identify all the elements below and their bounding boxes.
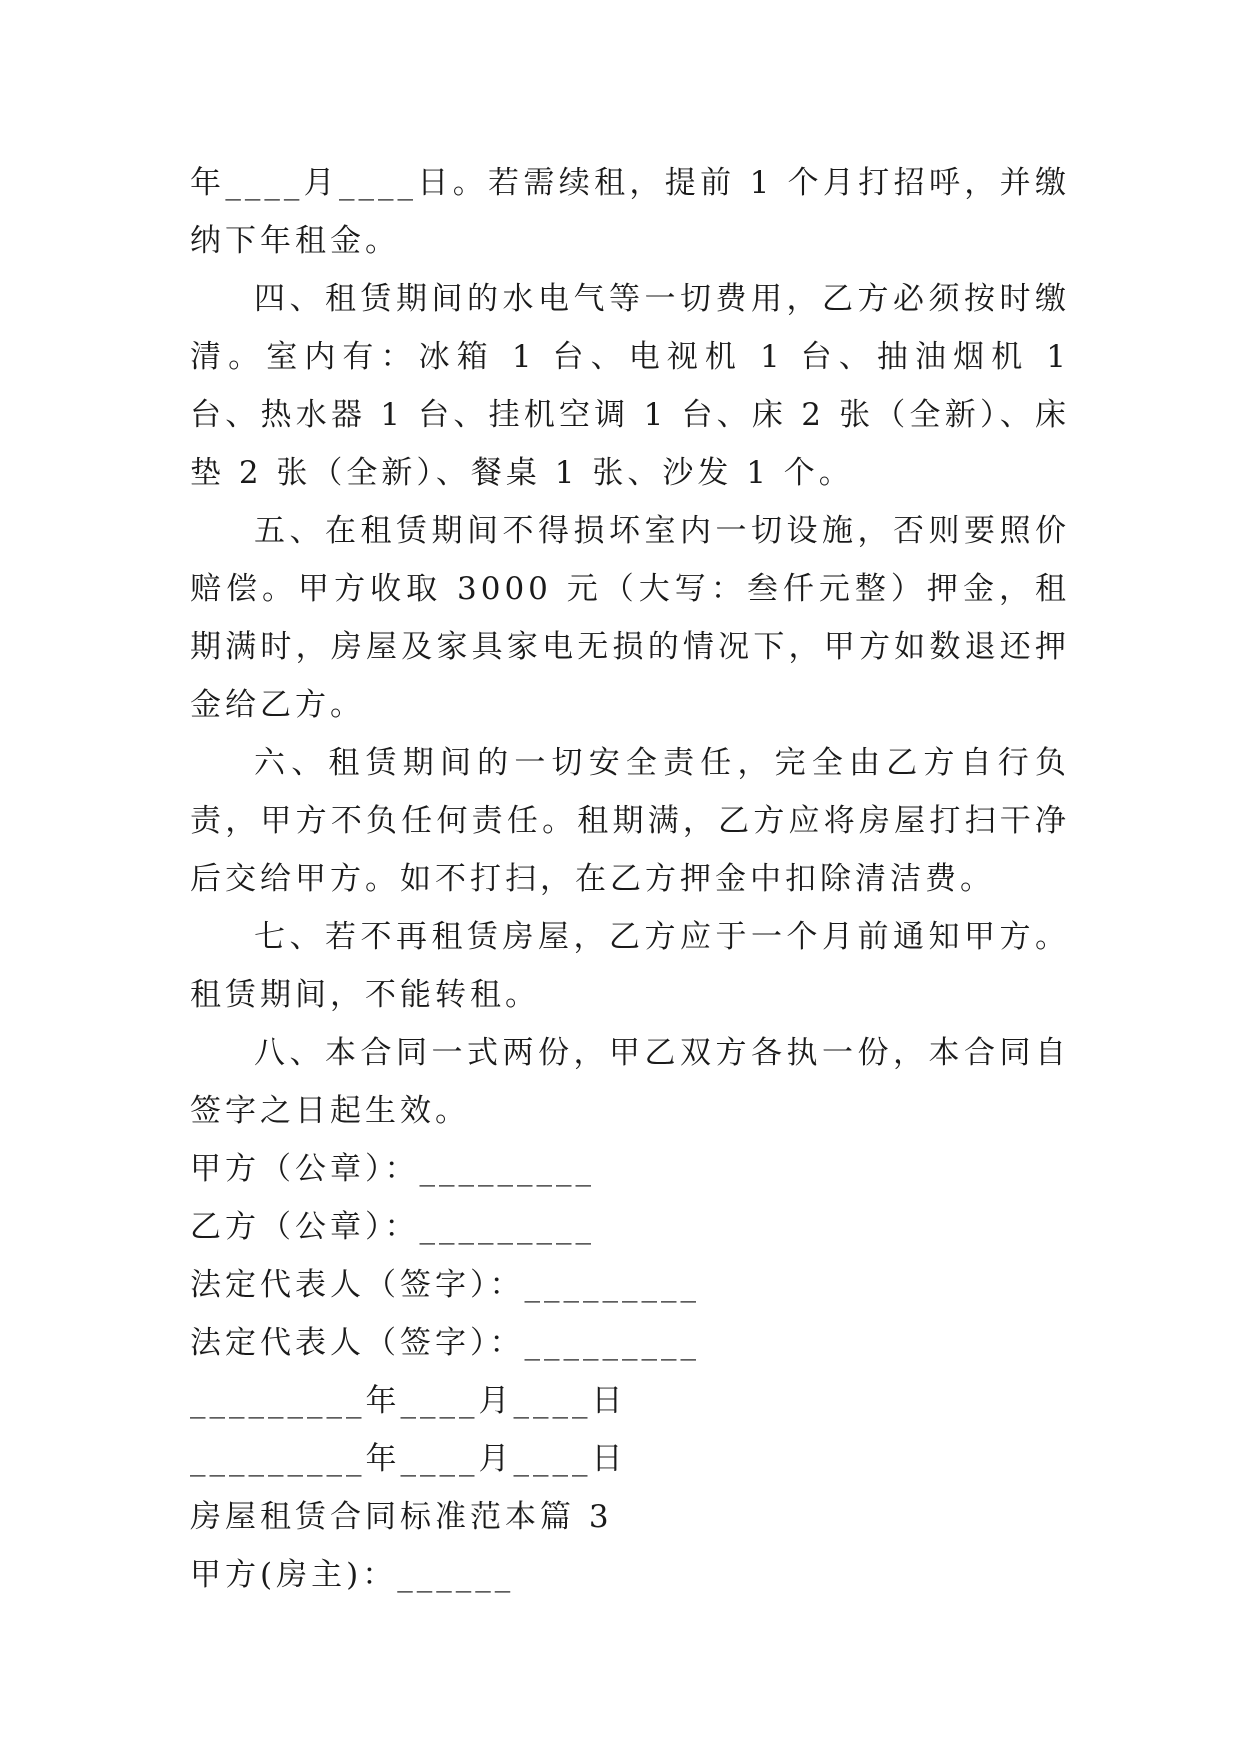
landlord-line: 甲方(房主)：______ xyxy=(190,1557,515,1593)
next-section-title: 房屋租赁合同标准范本篇 3 xyxy=(190,1499,613,1535)
legal-rep-signature-line-1: 法定代表人（签字）：_________ xyxy=(190,1267,700,1303)
party-b-seal-line: 乙方（公章）：_________ xyxy=(190,1209,595,1245)
paragraph-clause-6: 六、租赁期间的一切安全责任，完全由乙方自行负责，甲方不负任何责任。租期满，乙方应将房屋打扫干净后交给甲方。如不打扫，在乙方押金中扣除清洁费。 xyxy=(190,745,1070,897)
paragraph-clause-7: 七、若不再租赁房屋，乙方应于一个月前通知甲方。租赁期间，不能转租。 xyxy=(190,919,1070,1013)
party-a-seal-line: 甲方（公章）：_________ xyxy=(190,1151,595,1187)
date-line-2: _________年____月____日 xyxy=(190,1441,627,1477)
legal-rep-signature-line-2: 法定代表人（签字）：_________ xyxy=(190,1325,700,1361)
date-line-1: _________年____月____日 xyxy=(190,1383,627,1419)
paragraph-clause-8: 八、本合同一式两份，甲乙双方各执一份，本合同自签字之日起生效。 xyxy=(190,1035,1070,1129)
paragraph-clause-5: 五、在租赁期间不得损坏室内一切设施，否则要照价赔偿。甲方收取 3000 元（大写：叁仟元整）押金，租期满时，房屋及家具家电无损的情况下，甲方如数退还押金给乙方。 xyxy=(190,513,1070,723)
document-body xyxy=(190,154,1084,1604)
paragraph-clause-4: 四、租赁期间的水电气等一切费用，乙方必须按时缴清。室内有：冰箱 1 台、电视机 1 台、抽油烟机 1 台、热水器 1 台、挂机空调 1 台、床 2 张（全新）、床垫 2 张（全新）、餐桌 1 张、沙发 1 个。 xyxy=(190,281,1084,491)
paragraph-lease-term-continuation: 年____月____日。若需续租，提前 1 个月打招呼，并缴纳下年租金。 xyxy=(190,165,1070,259)
